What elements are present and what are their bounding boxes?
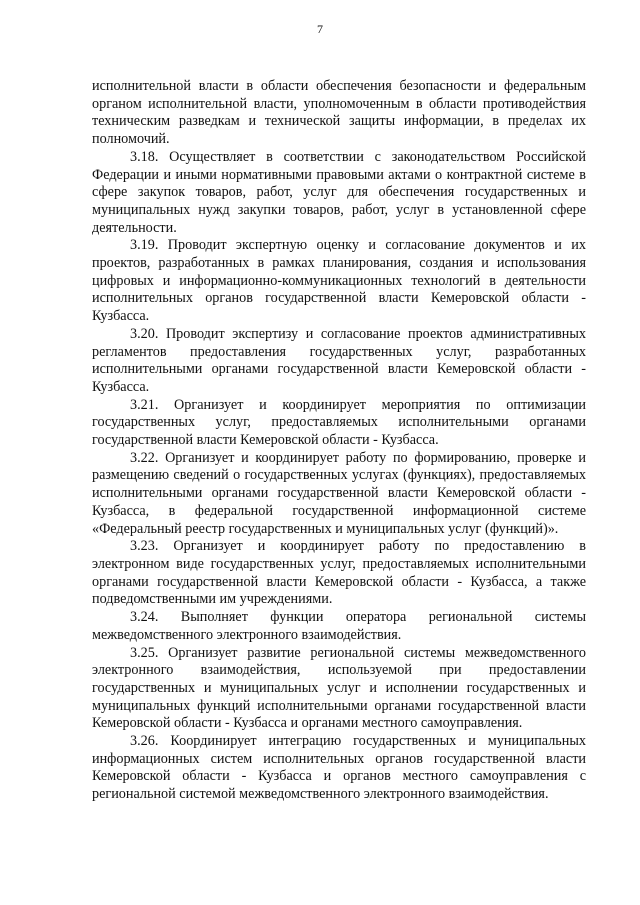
- paragraph-3-21: 3.21. Организует и координирует мероприятия по оптимизации государственных услуг, предоставляемых исполнительными органами государственной власти Кемеровской области - Кузбасса.: [92, 396, 586, 449]
- paragraph-3-18: 3.18. Осуществляет в соответствии с законодательством Российской Федерации и иными нормативными правовыми актами о контрактной системе в сфере закупок товаров, работ, услуг для обеспечения государственных и муниципальных нужд закупки товаров, работ, услуг в установленной сфере деятельности.: [92, 148, 586, 236]
- paragraph-3-20: 3.20. Проводит экспертизу и согласование проектов административных регламентов предоставления государственных услуг, разработанных исполнительными органами государственной власти Кемеровской области - Кузбасса.: [92, 325, 586, 395]
- paragraph-3-26: 3.26. Координирует интеграцию государственных и муниципальных информационных систем исполнительных органов государственной власти Кемеровской области - Кузбасса и органов местного самоуправления с региональной системой межведомственного электронного взаимодействия.: [92, 733, 586, 803]
- paragraph-3-25: 3.25. Организует развитие региональной системы межведомственного электронного взаимодействия, используемой при предоставлении государственных и муниципальных услуг и исполнении государственных и муниципальных функций исполнительными органами государственной власти Кемеровской области - Кузбасса и органами местного самоуправления.: [92, 644, 586, 732]
- paragraph-3-24: 3.24. Выполняет функции оператора региональной системы межведомственного электронного взаимодействия.: [92, 609, 586, 643]
- paragraph-3-19: 3.19. Проводит экспертную оценку и согласование документов и их проектов, разработанных в рамках планирования, создания и использования цифровых и информационно-коммуникационных технологий в деятельности исполнительных органов государственной власти Кемеровской области - Кузбасса.: [92, 237, 586, 325]
- document-body: [92, 78, 586, 804]
- page-number: 7: [317, 22, 323, 36]
- paragraph-3-23: 3.23. Организует и координирует работу по предоставлению в электронном виде государственных услуг, предоставляемых исполнительными органами государственной власти Кемеровской области - Кузбасса, а также подведомственными им учреждениями.: [92, 538, 586, 608]
- paragraph-continuation: исполнительной власти в области обеспечения безопасности и федеральным органом исполнительной власти, уполномоченным в области противодействия техническим разведкам и технической защиты информации, в пределах их полномочий.: [92, 78, 586, 148]
- paragraph-3-22: 3.22. Организует и координирует работу по формированию, проверке и размещению сведений о государственных услугах (функциях), предоставляемых исполнительными органами государственной власти Кемеровской области - Кузбасса, в федеральной государственной информационной системе «Федеральный реестр государственных и муниципальных услуг (функций)».: [92, 449, 586, 537]
